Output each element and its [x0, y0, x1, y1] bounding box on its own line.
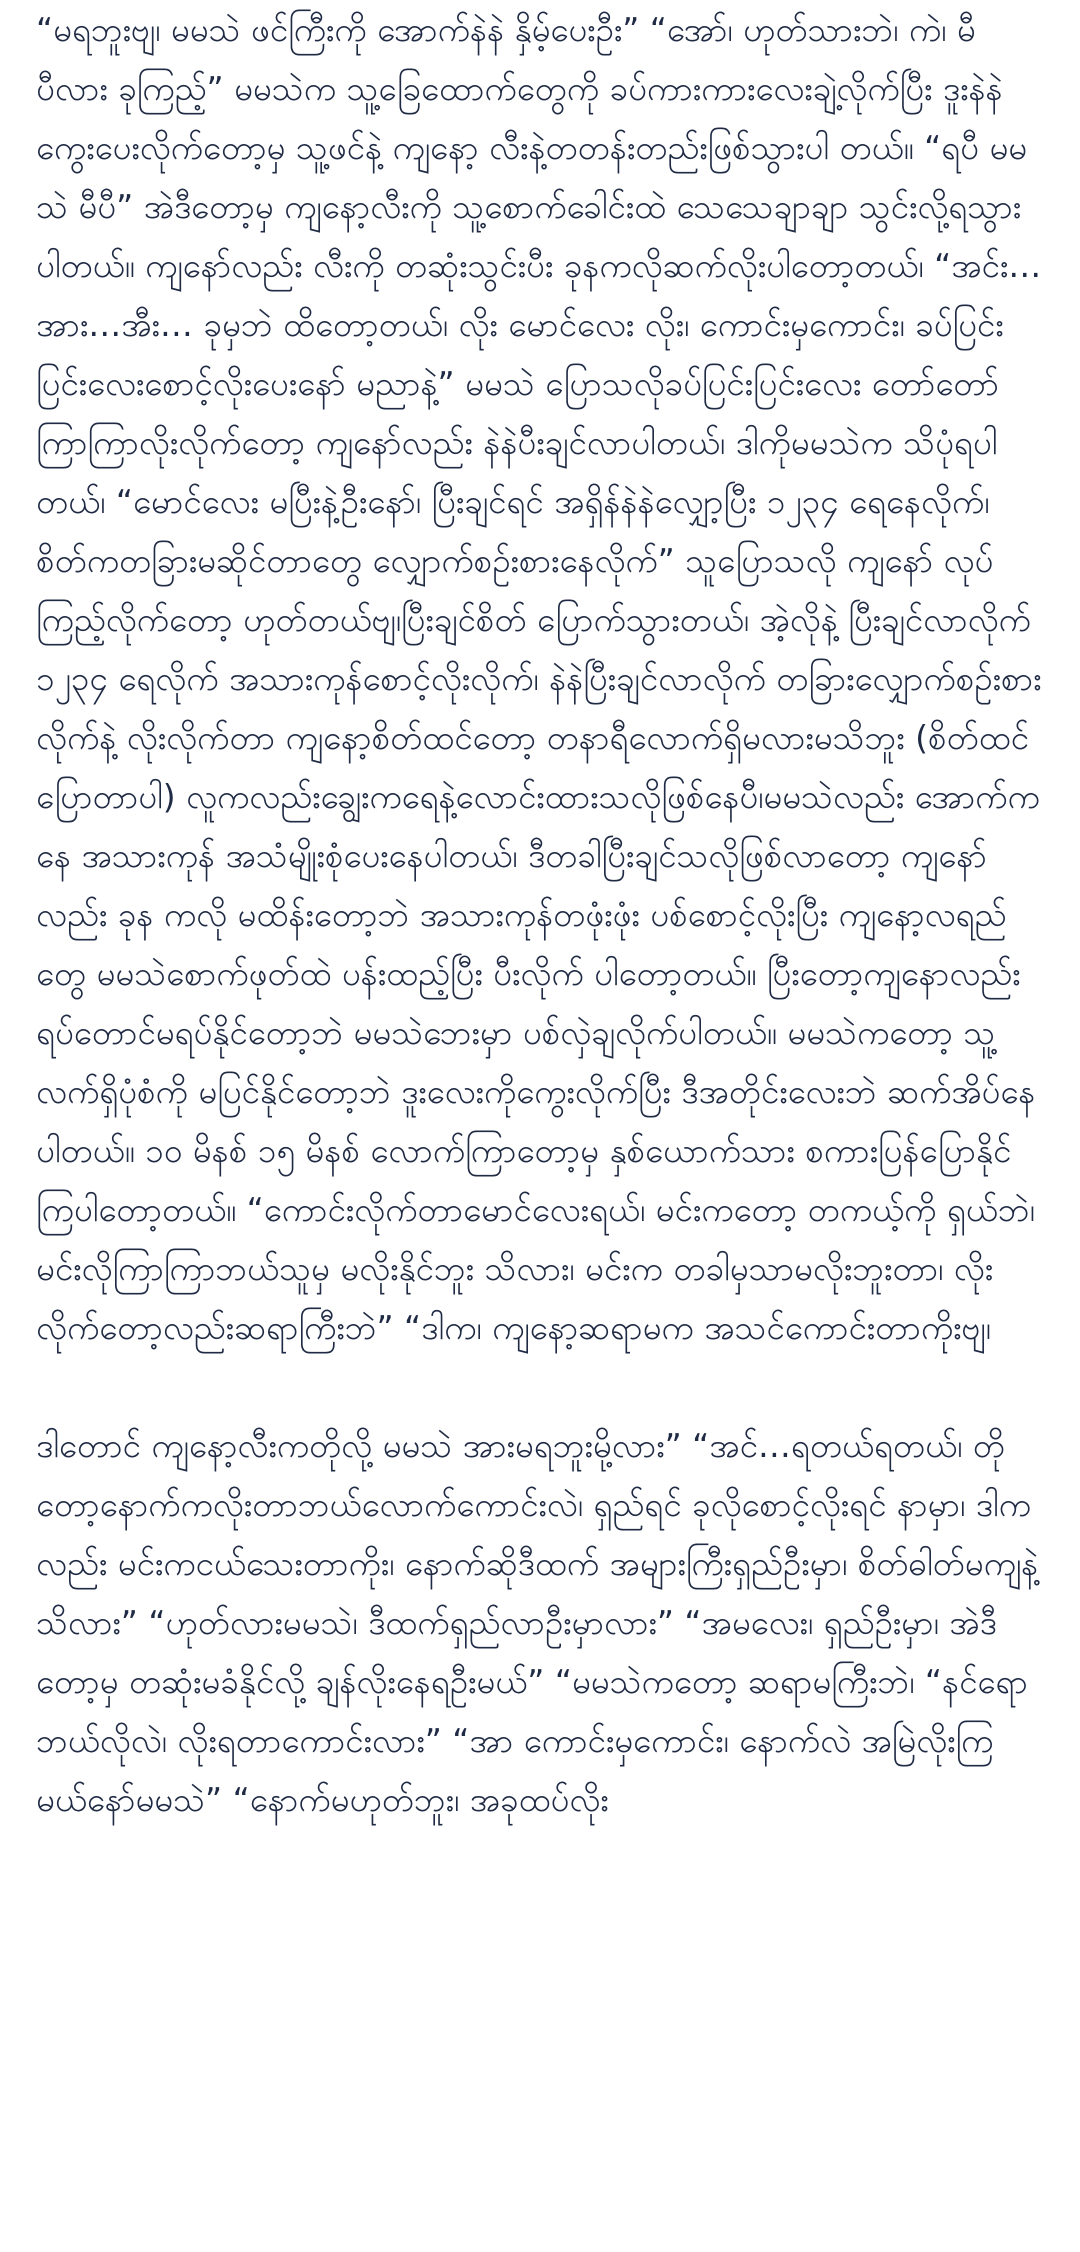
- paragraph-spacer: [36, 1357, 1044, 1416]
- story-paragraph-2: ဒါတောင် ကျနော့လီးကတိုလို့ မမသဲ အားမရဘူးမို့လား” “အင်…ရတယ်ရတယ်၊ တိုတော့နောက်ကလိုးတာဘယ်လောက်ကောင်းလဲ၊ ရှည်ရင် ခုလိုစောင့်လိုးရင် နာမှာ၊ ဒါကလည်း မင်းကငယ်သေးတာကိုး၊ နောက်ဆိုဒီထက် အများကြီးရှည်ဦးမှာ၊ စိတ်ဓါတ်မကျနဲ့ သိလား” “ဟုတ်လားမမသဲ၊ ဒီထက်ရှည်လာဦးမှာလား” “အမလေး၊ ရှည်ဦးမှာ၊ အဲဒီတော့မှ တဆုံးမခံနိုင်လို့ ချန်လိုးနေရဦးမယ်” “မမသဲကတော့ ဆရာမကြီးဘဲ၊ “နင်ရော ဘယ်လိုလဲ၊ လိုးရတာကောင်းလား” “အာ ကောင်းမှကောင်း၊ နောက်လဲ အမြဲလိုးကြမယ်နော်မမသဲ” “နောက်မဟုတ်ဘူး၊ အခုထပ်လိုး: [36, 1426, 1039, 1819]
- story-paragraph-1: “မရဘူးဗျ၊ မမသဲ ဖင်ကြီးကို အောက်နဲနဲ နှိမ့်ပေးဦး” “အော်၊ ဟုတ်သားဘဲ၊ ကဲ၊ မီပီလား ခုကြည့်” မမသဲက သူ့ခြေထောက်တွေကို ခပ်ကားကားလေးချဲ့လိုက်ပြီး ဒူးနဲနဲကွေးပေးလိုက်တော့မှ သူ့ဖင်နဲ့ ကျနော့ လီးနဲ့တတန်းတည်းဖြစ်သွားပါ တယ်။ “ရပီ မမသဲ မီပီ” အဲဒီတော့မှ ကျနော့လီးကို သူ့စောက်ခေါင်းထဲ သေသေချာချာ သွင်းလို့ရသွားပါတယ်။ ကျနော်လည်း လီးကို တဆုံးသွင်းပီး ခုနကလိုဆက်လိုးပါတော့တယ်၊ “အင်း…အား…အီး… ခုမှဘဲ ထိတော့တယ်၊ လိုး မောင်လေး လိုး၊ ကောင်းမှကောင်း၊ ခပ်ပြင်းပြင်းလေးစောင့်လိုးပေးနော် မညာနဲ့” မမသဲ ပြောသလိုခပ်ပြင်းပြင်းလေး တော်တော်ကြာကြာလိုးလိုက်တော့ ကျနော်လည်း နဲနဲပီးချင်လာပါတယ်၊ ဒါကိုမမသဲက သိပုံရပါတယ်၊ “မောင်လေး မပြီးနဲ့ဦးနော်၊ ပြီးချင်ရင် အရှိန်နဲနဲလျှော့ပြီး ၁၂၃၄ ရေနေလိုက်၊ စိတ်ကတခြားမဆိုင်တာတွေ လျှောက်စဉ်းစားနေလိုက်” သူပြောသလို ကျနော် လုပ်ကြည့်လိုက်တော့ ဟုတ်တယ်ဗျ၊ပြီးချင်စိတ် ပြောက်သွားတယ်၊ အဲ့လိုနဲ့ ပြီးချင်လာလိုက် ၁၂၃၄ ရေလိုက် အသားကုန်စောင့်လိုးလိုက်၊ နဲနဲပြီးချင်လာလိုက် တခြားလျှောက်စဉ်းစားလိုက်နဲ့ လိုးလိုက်တာ ကျနော့စိတ်ထင်တော့ တနာရီလောက်ရှိမလားမသိဘူး (စိတ်ထင်ပြောတာပါ) လူကလည်းချွေးကရေနဲ့လောင်းထားသလိုဖြစ်နေပီ၊မမသဲလည်း အောက်ကနေ အသားကုန် အသံမျိုးစုံပေးနေပါတယ်၊ ဒီတခါပြီးချင်သလိုဖြစ်လာတော့ ကျနော်လည်း ခုန ကလို မထိန်းတော့ဘဲ အသားကုန်တဖုံးဖုံး ပစ်စောင့်လိုးပြီး ကျနော့လရည်တွေ မမသဲစောက်ဖုတ်ထဲ ပန်းထည့်ပြီး ပီးလိုက် ပါတော့တယ်။ ပြီးတော့ကျနောလည်းရပ်တောင်မရပ်နိုင်တော့ဘဲ မမသဲဘေးမှာ ပစ်လှဲချလိုက်ပါတယ်။ မမသဲကတော့ သူ့လက်ရှိပုံစံကို မပြင်နိုင်တော့ဘဲ ဒူးလေးကိုကွေးလိုက်ပြီး ဒီအတိုင်းလေးဘဲ ဆက်အိပ်နေပါတယ်။ ၁၀ မိနစ် ၁၅ မိနစ် လောက်ကြာတော့မှ နှစ်ယောက်သား စကားပြန်ပြောနိုင်ကြပါတော့တယ်။ “ကောင်းလိုက်တာမောင်လေးရယ်၊ မင်းကတော့ တကယ့်ကို ရှယ်ဘဲ၊ မင်းလိုကြာကြာဘယ်သူမှ မလိုးနိုင်ဘူး သိလား၊ မင်းက တခါမှသာမလိုးဘူးတာ၊ လိုးလိုက်တော့လည်းဆရာကြီးဘဲ” “ဒါက၊ ကျနော့ဆရာမက အသင်ကောင်းတာကိုးဗျ၊: [36, 10, 1042, 1347]
